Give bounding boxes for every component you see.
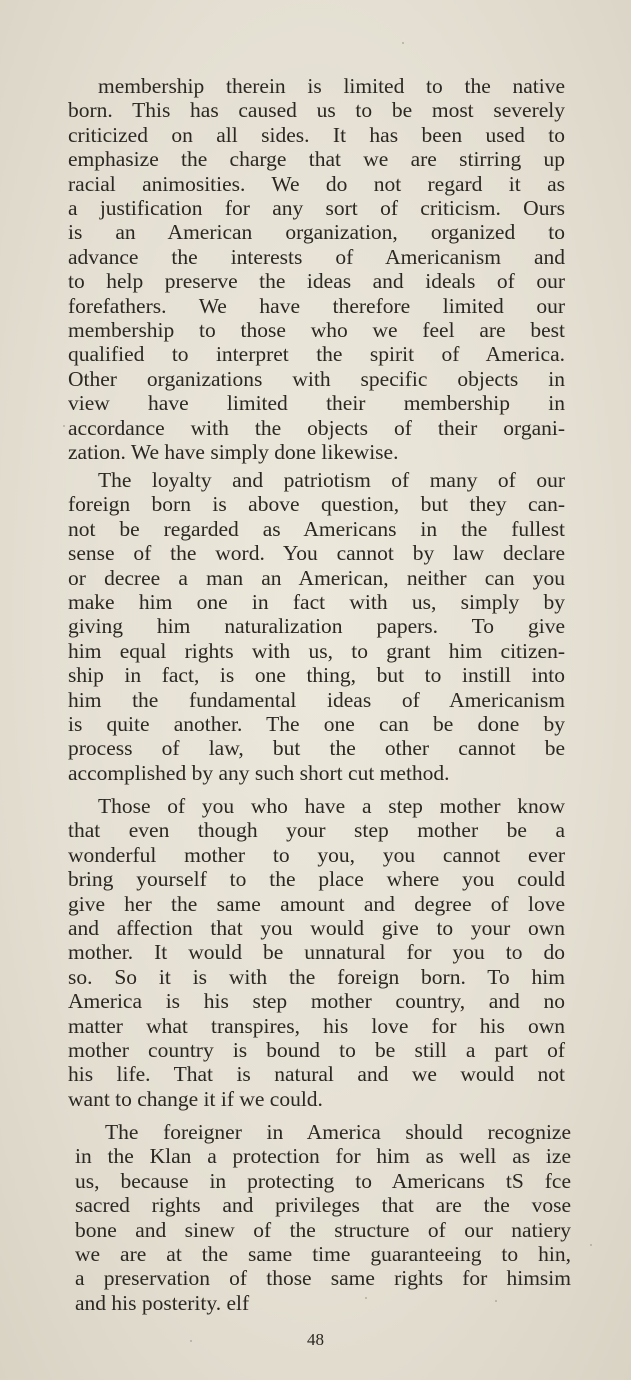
text-line: The foreigner in America should recognize xyxy=(105,1120,571,1144)
text-line: us, because in protecting to Americans tS fce xyxy=(75,1168,571,1193)
text-line: bone and sinew of the structure of our natiery xyxy=(75,1217,571,1242)
paragraph-2 xyxy=(68,468,565,785)
text-line: advance the interests of Americanism and xyxy=(68,244,565,269)
text-line: The loyalty and patriotism of many of our xyxy=(98,468,565,492)
text-line: view have limited their membership in xyxy=(68,391,565,416)
text-line: give her the same amount and degree of love xyxy=(68,891,565,916)
text-line: mother country is bound to be still a part of xyxy=(68,1038,565,1063)
paper-speck xyxy=(365,1297,367,1299)
paper-speck xyxy=(590,1244,592,1246)
text-line: sacred rights and privileges that are the vose xyxy=(75,1193,571,1218)
page-number: 48 xyxy=(307,1330,324,1349)
text-line: criticized on all sides. It has been used to xyxy=(68,122,565,147)
text-line: sense of the word. You cannot by law declare xyxy=(68,541,565,566)
text-line: and affection that you would give to your own xyxy=(68,916,565,941)
text-line: membership therein is limited to the native xyxy=(98,74,565,98)
text-line: we are at the same time guaranteeing to hin, xyxy=(75,1242,571,1267)
text-line: not be regarded as Americans in the fullest xyxy=(68,516,565,541)
text-line: ship in fact, is one thing, but to instill into xyxy=(68,663,565,688)
text-line: wonderful mother to you, you cannot ever xyxy=(68,842,565,867)
text-line: or decree a man an American, neither can you xyxy=(68,565,565,590)
text-line: him equal rights with us, to grant him citizen- xyxy=(68,638,565,663)
text-line: and his posterity. elf xyxy=(75,1290,250,1315)
text-line: so. So it is with the foreign born. To him xyxy=(68,964,565,989)
paper-speck xyxy=(402,42,404,44)
text-line: his life. That is natural and we would not xyxy=(68,1062,565,1087)
paper-speck xyxy=(63,425,65,427)
text-line: him the fundamental ideas of Americanism xyxy=(68,687,565,712)
text-line: membership to those who we feel are best xyxy=(68,318,565,343)
text-line: to help preserve the ideas and ideals of our xyxy=(68,269,565,294)
text-line: want to change it if we could. xyxy=(68,1086,323,1111)
text-line: bring yourself to the place where you could xyxy=(68,867,565,892)
text-line: a preservation of those same rights for himsim xyxy=(75,1266,571,1291)
text-line: forefathers. We have therefore limited our xyxy=(68,293,565,318)
text-line: accomplished by any such short cut method. xyxy=(68,760,450,785)
paragraph-4 xyxy=(75,1120,571,1315)
paragraph-1 xyxy=(68,74,565,465)
text-line: a justification for any sort of criticism. Ours xyxy=(68,196,565,221)
text-line: giving him naturalization papers. To give xyxy=(68,614,565,639)
text-line: accordance with the objects of their organi- xyxy=(68,415,565,440)
paper-speck xyxy=(190,1340,192,1342)
text-line: Other organizations with specific objects in xyxy=(68,366,565,391)
text-line: that even though your step mother be a xyxy=(68,818,565,843)
text-line: Those of you who have a step mother know xyxy=(98,794,565,818)
text-line: mother. It would be unnatural for you to do xyxy=(68,940,565,965)
text-line: is quite another. The one can be done by xyxy=(68,712,565,737)
text-line: qualified to interpret the spirit of America. xyxy=(68,342,565,367)
text-line: in the Klan a protection for him as well as ize xyxy=(75,1144,571,1169)
text-line: America is his step mother country, and no xyxy=(68,989,565,1014)
text-line: process of law, but the other cannot be xyxy=(68,736,565,761)
text-line: is an American organization, organized to xyxy=(68,220,565,245)
paragraph-3 xyxy=(68,794,565,1111)
text-line: foreign born is above question, but they can- xyxy=(68,492,565,517)
text-line: born. This has caused us to be most severely xyxy=(68,98,565,123)
paper-speck xyxy=(495,1300,497,1302)
text-line: make him one in fact with us, simply by xyxy=(68,590,565,615)
text-line: zation. We have simply done likewise. xyxy=(68,440,399,465)
text-line: racial animosities. We do not regard it as xyxy=(68,171,565,196)
text-line: matter what transpires, his love for his own xyxy=(68,1013,565,1038)
text-line: emphasize the charge that we are stirring up xyxy=(68,147,565,172)
